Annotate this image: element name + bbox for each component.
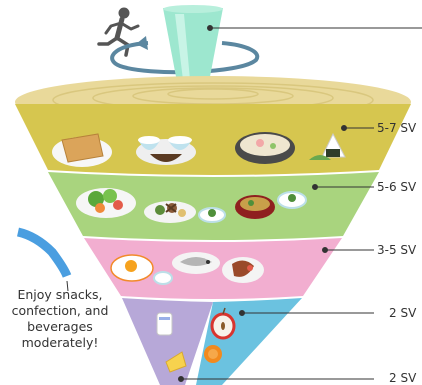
serving-label-tier1: 5-7 SV <box>377 121 417 135</box>
serving-label-tier5: 2 SV <box>389 371 417 385</box>
serving-label-tier4: 2 SV <box>389 306 417 320</box>
snack-note-line-3: beverages <box>27 319 93 334</box>
salad-icon <box>76 188 136 218</box>
tier-fruit-band <box>196 298 302 385</box>
snack-note-line-1: Enjoy snacks, <box>17 287 103 302</box>
rice-bowl-icon <box>136 136 196 165</box>
snack-note-line-4: moderately! <box>21 335 99 350</box>
snack-band <box>18 232 67 276</box>
serving-label-tier3: 3-5 SV <box>377 243 417 257</box>
snack-note <box>4 287 116 351</box>
fish-icon <box>172 252 220 274</box>
orange-icon <box>204 345 222 363</box>
milk-icon <box>157 313 172 335</box>
serving-label-tier2: 5-6 SV <box>377 180 417 194</box>
meat-icon <box>222 257 264 283</box>
noodle-bowl-icon <box>235 132 295 164</box>
snack-note-line-2: confection, and <box>11 303 109 318</box>
